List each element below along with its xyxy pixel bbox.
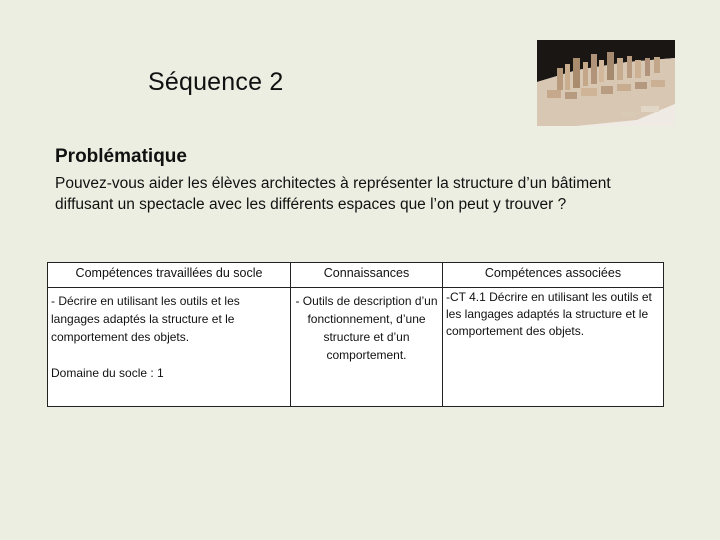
cell-socle-skills [48,288,291,407]
knowledge-text: - Outils de description d’un fonctionnement, d’une structure et d’un comportement. [295,294,438,362]
city-model-photo [537,40,675,126]
table-row [48,288,664,407]
socle-domain-text: Domaine du socle : 1 [51,366,164,380]
problem-text: Pouvez-vous aider les élèves architectes à représenter la structure d’un bâtiment diffusant un spectacle avec les différents espaces que l’on peut y trouver ? [55,175,611,213]
header-knowledge: Connaissances [291,263,443,288]
header-socle-skills: Compétences travaillées du socle [48,263,291,288]
header-associated-skills: Compétences associées [443,263,664,288]
cell-associated-skills [443,288,664,407]
problem-heading: Problématique [55,146,187,167]
slide-title: Séquence 2 [148,68,284,96]
associated-skills-text: -CT 4.1 Décrire en utilisant les outils et les langages adaptés la structure et le comportement des objets. [446,290,652,338]
skills-table [47,262,664,407]
socle-skills-text: - Décrire en utilisant les outils et les langages adaptés la structure et le comportement des objets. [51,294,240,344]
table-header-row [48,263,664,288]
cell-knowledge [291,288,443,407]
